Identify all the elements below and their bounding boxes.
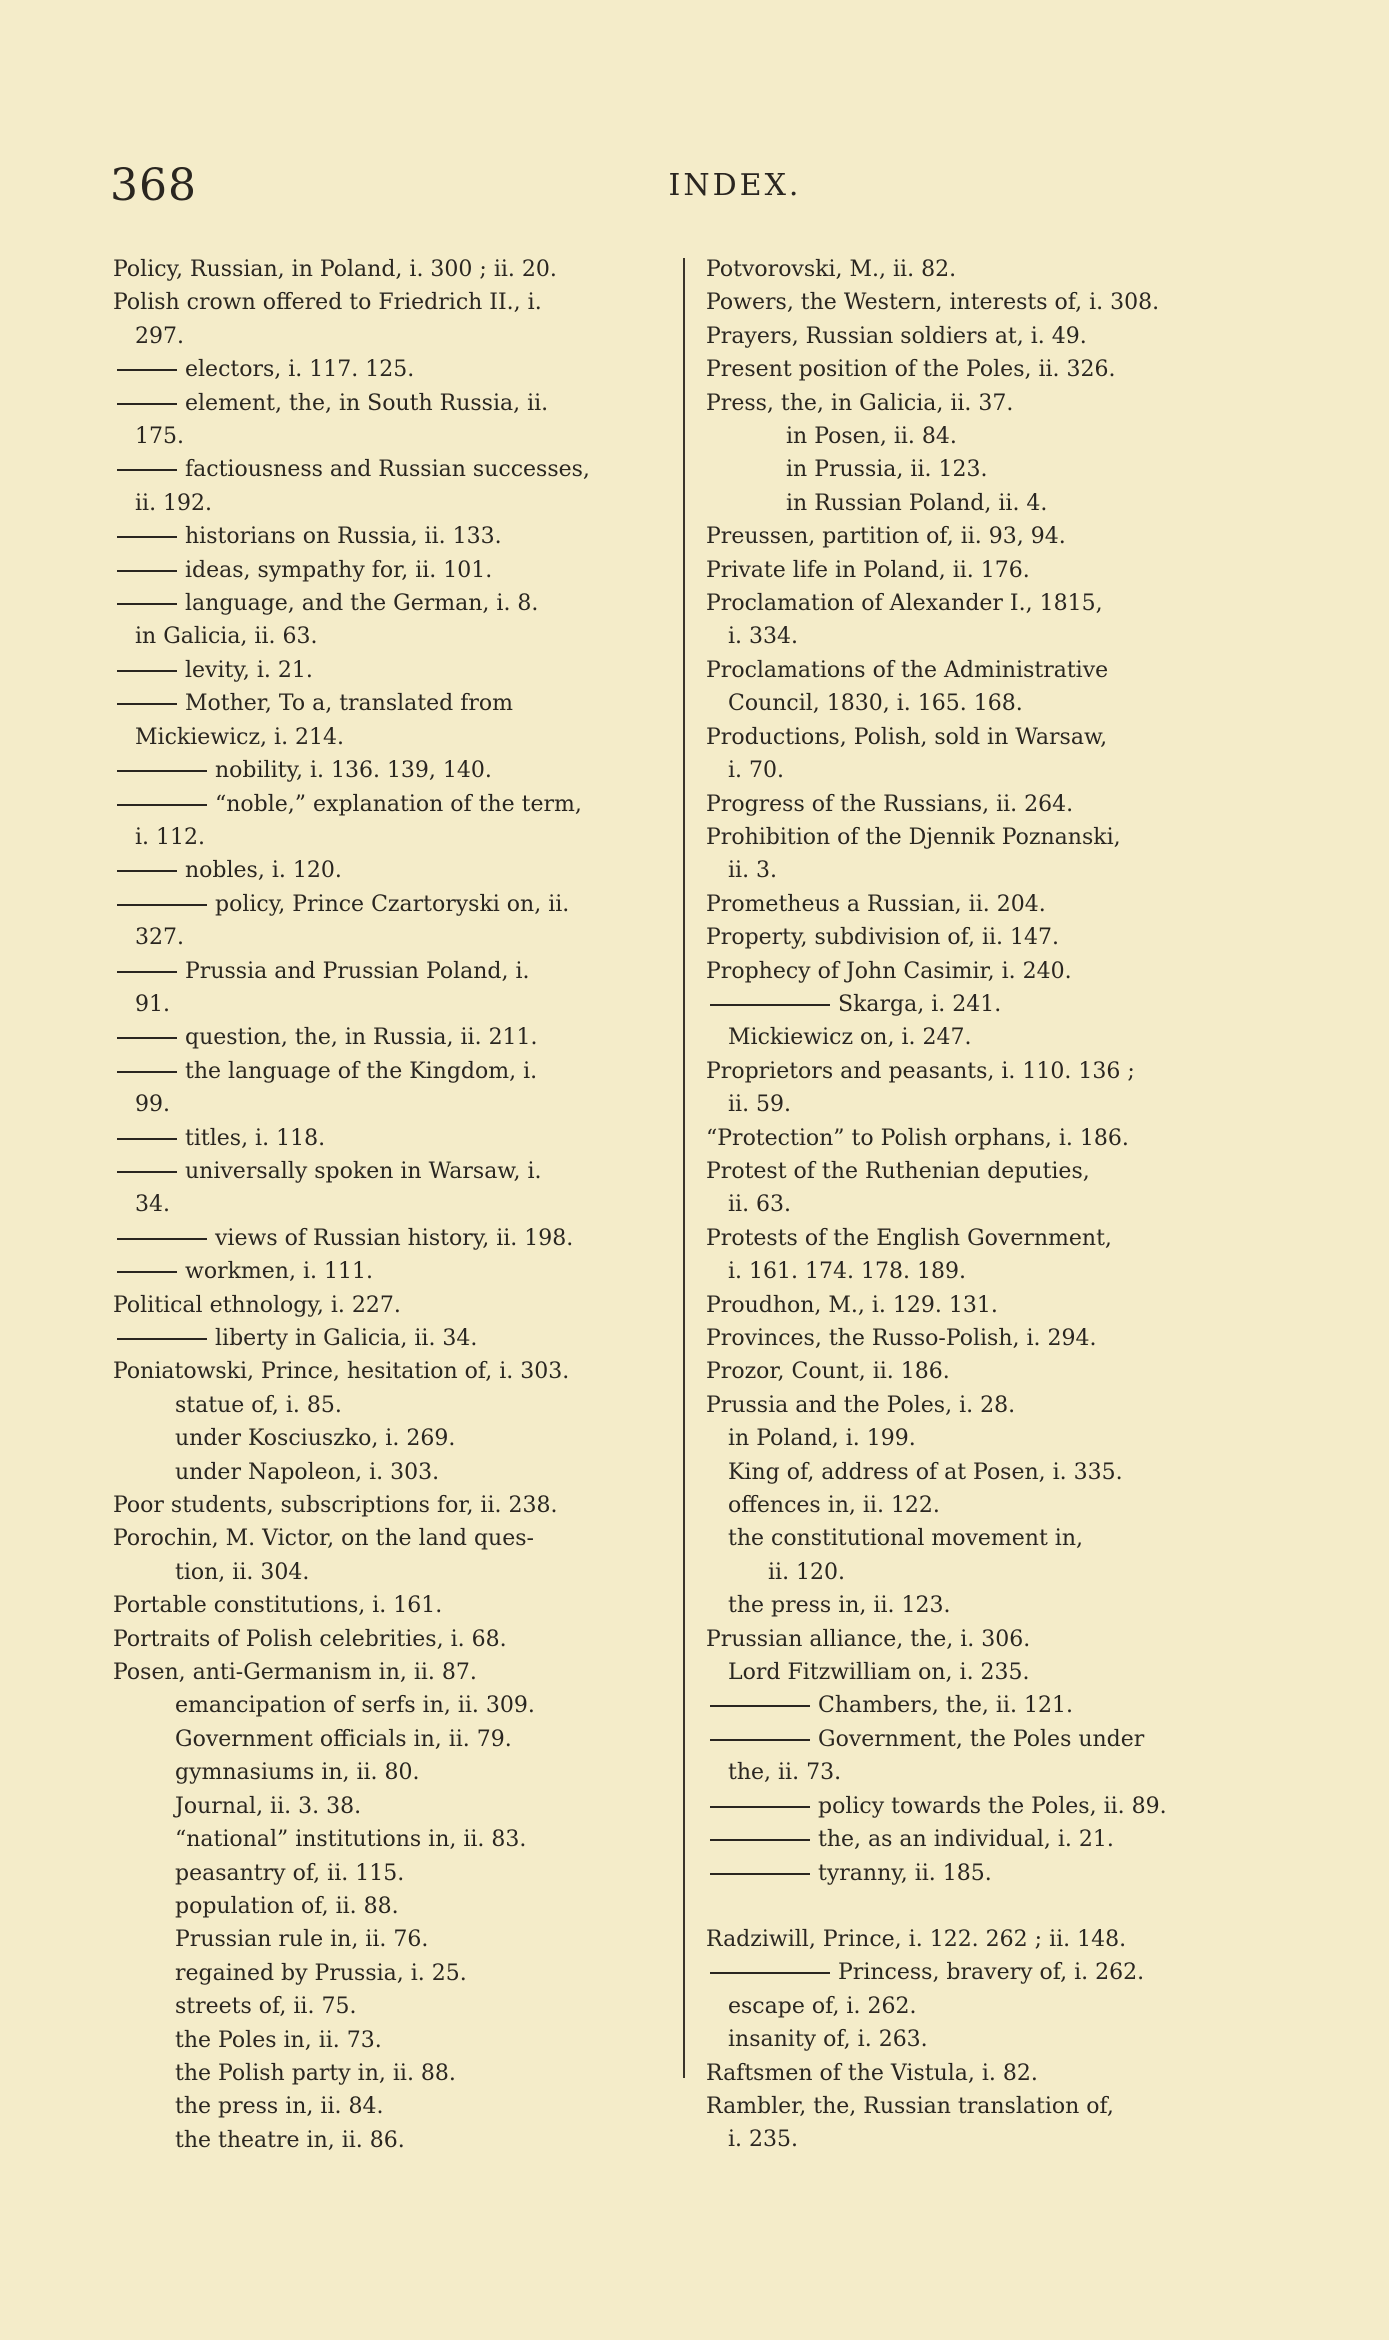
index-entry (706, 587, 1266, 620)
index-entry-text: Lord Fitzwilliam on, i. 235. (728, 1660, 1030, 1686)
index-entry-text: Prayers, Russian soldiers at, i. 49. (706, 323, 1087, 349)
index-entry-text: the press in, ii. 123. (728, 1593, 951, 1619)
index-entry (706, 854, 1266, 887)
index-entry (113, 1756, 668, 1789)
page-number: 368 (110, 160, 197, 211)
index-entry-text: King of, address of at Posen, i. 335. (728, 1459, 1123, 1485)
ditto-dash (117, 1338, 207, 1340)
index-entry-text: Proclamations of the Administrative (706, 657, 1109, 683)
index-entry (113, 1055, 668, 1088)
index-entry (706, 1823, 1266, 1856)
index-entry-text: tion, ii. 304. (175, 1559, 310, 1585)
index-entry (706, 721, 1266, 754)
ditto-dash (117, 536, 177, 538)
index-entry-text: element, the, in South Russia, ii. (185, 390, 549, 416)
index-entry-text: Private life in Poland, ii. 176. (706, 557, 1030, 583)
ditto-dash (117, 971, 177, 973)
index-entry (706, 1222, 1266, 1255)
index-entry (706, 2023, 1266, 2056)
index-entry-text: ii. 59. (728, 1092, 792, 1118)
index-entry-text: under Kosciuszko, i. 269. (175, 1426, 456, 1452)
index-entry-text: Prussia and Prussian Poland, i. (185, 958, 530, 984)
section-gap (706, 1890, 1266, 1923)
index-entry-text: Property, subdivision of, ii. 147. (706, 925, 1060, 951)
index-entry-text: regained by Prussia, i. 25. (175, 1960, 467, 1986)
index-entry (113, 1923, 668, 1956)
index-entry (706, 1522, 1266, 1555)
index-entry-text: 175. (135, 424, 184, 450)
index-entry-text: insanity of, i. 263. (728, 2027, 928, 2053)
ditto-dash (117, 1138, 177, 1140)
index-entry (706, 754, 1266, 787)
index-entry (706, 1021, 1266, 1054)
index-entry (113, 320, 668, 353)
index-entry-text: workmen, i. 111. (185, 1259, 373, 1285)
index-entry (706, 520, 1266, 553)
index-entry (706, 1155, 1266, 1188)
index-entry (113, 1589, 668, 1622)
index-entry (113, 620, 668, 653)
index-entry-text: Proudhon, M., i. 129. 131. (706, 1292, 998, 1318)
index-entry (706, 1389, 1266, 1422)
index-entry (113, 353, 668, 386)
index-entry (113, 1188, 668, 1221)
index-entry-text: question, the, in Russia, ii. 211. (185, 1025, 538, 1051)
index-entry-text: the constitutional movement in, (728, 1526, 1084, 1552)
index-entry (113, 1155, 668, 1188)
index-entry (706, 620, 1266, 653)
index-entry-text: historians on Russia, ii. 133. (185, 524, 502, 550)
index-entry (706, 1255, 1266, 1288)
index-entry-text: in Poland, i. 199. (728, 1426, 916, 1452)
index-entry-text: the Polish party in, ii. 88. (175, 2060, 456, 2086)
ditto-dash (710, 1004, 830, 1006)
index-entry-text: Prussian alliance, the, i. 306. (706, 1626, 1031, 1652)
index-entry-text: views of Russian history, ii. 198. (215, 1225, 574, 1251)
index-entry (706, 253, 1266, 286)
index-entry-text: Princess, bravery of, i. 262. (838, 1960, 1145, 1986)
index-entry (706, 888, 1266, 921)
ditto-dash (710, 1739, 810, 1741)
index-entry (706, 1756, 1266, 1789)
index-entry-text: Mickiewicz on, i. 247. (728, 1025, 972, 1051)
index-entry (113, 387, 668, 420)
ditto-dash (117, 469, 177, 471)
index-entry (706, 1188, 1266, 1221)
index-entry-text: peasantry of, ii. 115. (175, 1860, 405, 1886)
index-entry-text: population of, ii. 88. (175, 1893, 399, 1919)
index-entry (706, 1857, 1266, 1890)
index-entry-text: electors, i. 117. 125. (185, 357, 415, 383)
index-entry (113, 1422, 668, 1455)
index-entry (113, 654, 668, 687)
index-entry (706, 2123, 1266, 2156)
index-entry (706, 420, 1266, 453)
index-entry-text: Political ethnology, i. 227. (113, 1292, 401, 1318)
index-entry (113, 854, 668, 887)
index-entry (113, 721, 668, 754)
index-entry (113, 1857, 668, 1890)
index-entry-text: Skarga, i. 241. (838, 991, 1002, 1017)
index-entry (706, 2090, 1266, 2123)
index-entry (113, 1021, 668, 1054)
index-entry (113, 1990, 668, 2023)
index-entry (706, 1956, 1266, 1989)
index-column-left (113, 253, 668, 2157)
index-entry-text: Present position of the Poles, ii. 326. (706, 357, 1116, 383)
index-entry (113, 1389, 668, 1422)
ditto-dash (117, 369, 177, 371)
index-entry (113, 1890, 668, 1923)
index-entry (113, 520, 668, 553)
index-entry (113, 1823, 668, 1856)
index-entry (113, 921, 668, 954)
index-entry-text: Policy, Russian, in Poland, i. 300 ; ii. 20. (113, 257, 557, 282)
page-title: INDEX. (668, 168, 802, 203)
index-entry (706, 1689, 1266, 1722)
ditto-dash (117, 1238, 207, 1240)
index-entry (113, 788, 668, 821)
index-entry-text: Radziwill, Prince, i. 122. 262 ; ii. 148. (706, 1926, 1127, 1952)
index-entry-text: i. 112. (135, 824, 206, 850)
ditto-dash (117, 1271, 177, 1273)
index-entry (706, 353, 1266, 386)
index-entry (706, 320, 1266, 353)
index-entry-text: 297. (135, 323, 184, 349)
index-entry (706, 1355, 1266, 1388)
index-entry (706, 1923, 1266, 1956)
index-entry (113, 2090, 668, 2123)
index-entry-text: Prometheus a Russian, ii. 204. (706, 891, 1046, 917)
index-entry-text: Posen, anti-Germanism in, ii. 87. (113, 1660, 477, 1686)
ditto-dash (117, 703, 177, 705)
index-entry-text: the, as an individual, i. 21. (818, 1827, 1114, 1853)
index-entry (113, 1255, 668, 1288)
index-entry-text: language, and the German, i. 8. (185, 591, 539, 617)
index-entry (706, 988, 1266, 1021)
index-entry-text: Prophecy of John Casimir, i. 240. (706, 958, 1072, 984)
index-entry-text: Portable constitutions, i. 161. (113, 1593, 443, 1619)
index-entry (113, 1656, 668, 1689)
index-entry-text: Government officials in, ii. 79. (175, 1726, 512, 1752)
index-entry (706, 1556, 1266, 1589)
ditto-dash (117, 1037, 177, 1039)
index-entry (113, 1088, 668, 1121)
index-entry (113, 2057, 668, 2090)
index-entry-text: Progress of the Russians, ii. 264. (706, 791, 1074, 817)
ditto-dash (117, 904, 207, 906)
index-entry (113, 1556, 668, 1589)
index-entry (113, 1957, 668, 1990)
ditto-dash (117, 603, 177, 605)
index-entry-text: statue of, i. 85. (175, 1392, 342, 1418)
ditto-dash (117, 670, 177, 672)
index-entry-text: tyranny, ii. 185. (818, 1860, 992, 1886)
index-entry-text: the, ii. 73. (728, 1760, 842, 1786)
index-entry-text: “noble,” explanation of the term, (215, 791, 582, 817)
index-entry (113, 1456, 668, 1489)
index-entry-text: Productions, Polish, sold in Warsaw, (706, 724, 1108, 750)
index-entry-text: the Poles in, ii. 73. (175, 2027, 382, 2053)
index-entry-text: Potvorovski, M., ii. 82. (706, 257, 957, 282)
index-entry-text: Chambers, the, ii. 121. (818, 1693, 1073, 1719)
index-entry-text: Raftsmen of the Vistula, i. 82. (706, 2060, 1038, 2086)
index-entry-text: the theatre in, ii. 86. (175, 2127, 405, 2153)
index-entry (113, 420, 668, 453)
index-entry-text: streets of, ii. 75. (175, 1994, 357, 2020)
index-entry (113, 754, 668, 787)
index-entry-text: Prozor, Count, ii. 186. (706, 1359, 950, 1385)
index-entry-text: Portraits of Polish celebrities, i. 68. (113, 1626, 507, 1652)
ditto-dash (710, 1806, 810, 1808)
index-entry-text: Proprietors and peasants, i. 110. 136 ; (706, 1058, 1135, 1084)
index-entry (706, 1723, 1266, 1756)
index-entry-text: in Posen, ii. 84. (786, 424, 957, 450)
ditto-dash (710, 1839, 810, 1841)
index-entry (113, 687, 668, 720)
index-entry (113, 253, 668, 286)
index-entry (706, 955, 1266, 988)
index-entry-text: ideas, sympathy for, ii. 101. (185, 557, 493, 583)
index-entry-text: universally spoken in Warsaw, i. (185, 1158, 542, 1184)
ditto-dash (117, 1171, 177, 1173)
ditto-dash (117, 1071, 177, 1073)
index-entry (113, 1723, 668, 1756)
index-entry-text: liberty in Galicia, ii. 34. (215, 1326, 478, 1351)
index-entry-text: Journal, ii. 3. 38. (175, 1793, 362, 1819)
index-entry-text: ii. 63. (728, 1192, 792, 1218)
index-entry (113, 1522, 668, 1555)
ditto-dash (117, 570, 177, 572)
index-entry-text: Poor students, subscriptions for, ii. 238. (113, 1493, 558, 1519)
index-entry (706, 387, 1266, 420)
index-entry-text: the press in, ii. 84. (175, 2094, 384, 2120)
index-entry (113, 888, 668, 921)
index-entry (706, 487, 1266, 520)
index-entry (706, 821, 1266, 854)
index-entry (113, 1489, 668, 1522)
index-entry (706, 1623, 1266, 1656)
index-entry-text: 327. (135, 925, 184, 951)
index-entry (113, 988, 668, 1021)
index-entry (706, 1456, 1266, 1489)
index-entry (113, 1322, 668, 1355)
index-entry (113, 554, 668, 587)
index-entry-text: in Russian Poland, ii. 4. (786, 490, 1048, 516)
index-entry-text: Preussen, partition of, ii. 93, 94. (706, 524, 1066, 550)
index-entry-text: the language of the Kingdom, i. (185, 1058, 538, 1084)
index-entry-text: under Napoleon, i. 303. (175, 1459, 440, 1485)
index-entry (706, 286, 1266, 319)
index-entry-text: escape of, i. 262. (728, 1993, 917, 2019)
column-divider (683, 258, 685, 2078)
ditto-dash (710, 1873, 810, 1875)
index-entry-text: emancipation of serfs in, ii. 309. (175, 1693, 535, 1719)
index-entry (113, 1122, 668, 1155)
index-entry-text: Prohibition of the Djennik Poznanski, (706, 824, 1121, 850)
index-entry (706, 1589, 1266, 1622)
index-entry (706, 554, 1266, 587)
index-entry-text: Provinces, the Russo-Polish, i. 294. (706, 1326, 1097, 1351)
index-entry (706, 1289, 1266, 1322)
index-entry-text: levity, i. 21. (185, 657, 313, 683)
index-entry-text: Mother, To a, translated from (185, 691, 513, 717)
index-entry-text: Porochin, M. Victor, on the land ques- (113, 1526, 534, 1552)
index-entry-text: Press, the, in Galicia, ii. 37. (706, 390, 1014, 416)
index-entry-text: in Galicia, ii. 63. (135, 624, 318, 650)
index-entry-text: factiousness and Russian successes, (185, 457, 590, 483)
ditto-dash (117, 403, 177, 405)
index-entry-text: in Prussia, ii. 123. (786, 457, 988, 483)
index-entry-text: Government, the Poles under (818, 1726, 1145, 1752)
index-entry-text: ii. 192. (135, 490, 213, 516)
index-entry-text: offences in, ii. 122. (728, 1493, 940, 1519)
ditto-dash (117, 804, 207, 806)
index-entry (113, 1623, 668, 1656)
index-entry (113, 2024, 668, 2057)
index-entry (706, 2057, 1266, 2090)
index-entry (113, 487, 668, 520)
index-entry-text: gymnasiums in, ii. 80. (175, 1760, 420, 1786)
index-entry (706, 1122, 1266, 1155)
index-entry-text: titles, i. 118. (185, 1125, 326, 1151)
index-entry-text: Poniatowski, Prince, hesitation of, i. 303. (113, 1359, 570, 1385)
index-entry-text: Mickiewicz, i. 214. (135, 724, 345, 750)
index-entry-text: policy, Prince Czartoryski on, ii. (215, 891, 570, 917)
index-entry-text: nobles, i. 120. (185, 858, 342, 884)
ditto-dash (710, 1705, 810, 1707)
index-entry (706, 1055, 1266, 1088)
index-entry-text: “national” institutions in, ii. 83. (175, 1827, 527, 1853)
index-entry-text: nobility, i. 136. 139, 140. (215, 758, 492, 784)
index-column-right (706, 253, 1266, 2157)
index-entry-text: Prussian rule in, ii. 76. (175, 1927, 429, 1953)
index-entry-text: Council, 1830, i. 165. 168. (728, 691, 1023, 717)
index-entry (706, 1088, 1266, 1121)
index-entry-text: 34. (135, 1192, 170, 1218)
index-entry-text: policy towards the Poles, ii. 89. (818, 1793, 1167, 1819)
index-entry (113, 1222, 668, 1255)
index-entry-text: Powers, the Western, interests of, i. 308. (706, 290, 1160, 316)
index-entry-text: i. 334. (728, 624, 799, 650)
index-entry (706, 1322, 1266, 1355)
index-entry-text: “Protection” to Polish orphans, i. 186. (706, 1125, 1129, 1151)
index-entry-text: i. 235. (728, 2127, 799, 2153)
index-entry-text: i. 70. (728, 758, 785, 784)
index-entry (113, 1689, 668, 1722)
index-entry (706, 654, 1266, 687)
index-entry (706, 788, 1266, 821)
index-entry (706, 1489, 1266, 1522)
index-entry-text: 99. (135, 1092, 170, 1118)
index-entry (706, 1790, 1266, 1823)
ditto-dash (117, 870, 177, 872)
index-entry (706, 921, 1266, 954)
index-entry (113, 587, 668, 620)
index-entry (113, 1289, 668, 1322)
index-entry (113, 821, 668, 854)
ditto-dash (117, 770, 207, 772)
index-entry (113, 2124, 668, 2157)
index-entry-text: Polish crown offered to Friedrich II., i. (113, 290, 542, 316)
index-entry (113, 286, 668, 319)
index-entry (113, 1355, 668, 1388)
index-entry (706, 1656, 1266, 1689)
index-entry-text: 91. (135, 991, 170, 1017)
index-entry (706, 687, 1266, 720)
ditto-dash (710, 1972, 830, 1974)
index-entry (113, 1790, 668, 1823)
index-entry (113, 453, 668, 486)
index-entry-text: ii. 3. (728, 858, 778, 884)
index-entry-text: Protests of the English Government, (706, 1225, 1112, 1251)
index-entry-text: Prussia and the Poles, i. 28. (706, 1392, 1016, 1418)
index-entry (706, 453, 1266, 486)
index-entry-text: Rambler, the, Russian translation of, (706, 2093, 1114, 2119)
index-entry (706, 1422, 1266, 1455)
index-entry (706, 1990, 1266, 2023)
index-entry-text: ii. 120. (768, 1559, 846, 1585)
page-header (110, 160, 1240, 220)
index-entry-text: Proclamation of Alexander I., 1815, (706, 591, 1103, 617)
index-entry-text: i. 161. 174. 178. 189. (728, 1259, 966, 1285)
index-entry-text: Protest of the Ruthenian deputies, (706, 1158, 1090, 1184)
index-entry (113, 955, 668, 988)
